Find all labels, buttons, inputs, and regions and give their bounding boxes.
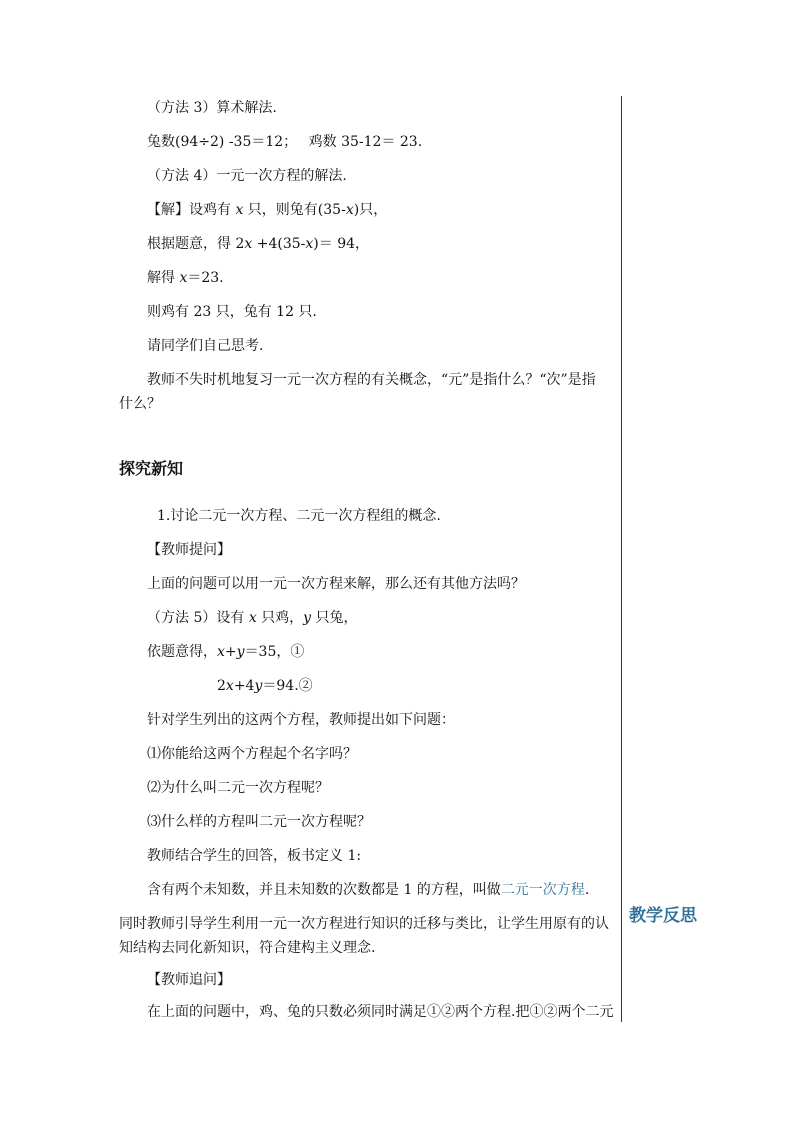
question-1: ⑴你能给这两个方程起个名字吗？: [147, 746, 357, 762]
equation-text: +4(35-: [252, 236, 306, 252]
method5-text: （方法 5）设有: [147, 610, 249, 626]
definition-text: 含有两个未知数，并且未知数的次数都是 1 的方程，叫做: [147, 882, 501, 898]
answer-line: 则鸡有 23 只，兔有 12 只.: [147, 304, 317, 320]
teacher-ask-label: 【教师提问】: [147, 542, 231, 558]
var-y: y: [303, 610, 312, 626]
question-2: ⑵为什么叫二元一次方程呢？: [147, 780, 329, 796]
solution-result-text: ＝23.: [187, 270, 224, 286]
var-x: x: [248, 610, 257, 626]
solution-result-text: 解得: [147, 270, 180, 286]
column-divider: [621, 96, 622, 1022]
guidance-line-1: 同时教师引导学生利用一元一次方程进行知识的迁移与类比，让学生用原有的认: [119, 916, 609, 932]
method4-title: （方法 4）一元一次方程的解法.: [147, 168, 347, 184]
equation-1-text: 依题意得，: [147, 644, 217, 660]
method5-text: 只鸡，: [256, 610, 304, 626]
var-x: x: [305, 236, 314, 252]
solution-setup-text: 【解】设鸡有: [147, 202, 236, 218]
equation-2-text: ＝94.②: [262, 678, 313, 694]
var-y: y: [254, 678, 263, 694]
var-x: x: [235, 202, 244, 218]
defined-term: 二元一次方程: [500, 882, 585, 898]
review-line-1: 教师不失时机地复习一元一次方程的有关概念，“元”是指什么？“次”是指: [147, 372, 596, 388]
teaching-reflection-label: 教学反思: [629, 906, 697, 926]
board-definition-intro: 教师结合学生的回答，板书定义 1:: [147, 848, 362, 864]
var-x: x: [244, 236, 253, 252]
equation-2: [217, 677, 313, 695]
equation-1-text: ＝35，①: [244, 644, 305, 660]
method5-text: 只兔，: [311, 610, 358, 626]
think-prompt: 请同学们自己思考.: [147, 338, 264, 354]
equation-1-text: +: [224, 644, 237, 660]
solution-result: [147, 269, 224, 287]
question-line: 上面的问题可以用一元一次方程来解，那么还有其他方法吗？: [147, 576, 525, 592]
var-x: x: [217, 644, 225, 660]
section-heading: 探究新知: [119, 459, 184, 478]
method5-setup: [147, 609, 358, 627]
questions-intro: 针对学生列出的这两个方程，教师提出如下问题：: [147, 712, 455, 728]
definition-line: [147, 881, 589, 899]
method3-title: （方法 3）算术解法.: [147, 100, 277, 116]
solution-setup-text: 只，则兔有(35-: [243, 202, 346, 218]
solution-setup-text: )只，: [353, 202, 388, 218]
review-line-2: 什么？: [119, 396, 161, 412]
var-y: y: [236, 644, 245, 660]
method3-calculation: 兔数(94÷2) -35＝12； 鸡数 35-12＝ 23.: [147, 134, 423, 150]
last-line: 在上面的问题中，鸡、兔的只数必须同时满足①②两个方程.把①②两个二元: [147, 1004, 614, 1020]
var-x: x: [225, 678, 234, 694]
solution-setup: [147, 201, 387, 219]
question-3: ⑶什么样的方程叫二元一次方程呢？: [147, 814, 371, 830]
equation-text: 根据题意，得 2: [147, 236, 245, 252]
equation-2-text: 2: [217, 678, 226, 694]
definition-text: .: [584, 882, 590, 898]
guidance-line-2: 知结构去同化新知识，符合建构主义理念.: [119, 940, 376, 956]
teacher-follow-label: 【教师追问】: [147, 972, 231, 988]
equation-text: )＝ 94，: [313, 236, 370, 252]
equation-1: [147, 643, 304, 661]
equation-statement: [147, 235, 369, 253]
var-x: x: [179, 270, 188, 286]
discussion-item: 1.讨论二元一次方程、二元一次方程组的概念.: [157, 508, 441, 524]
var-x: x: [345, 202, 354, 218]
equation-2-text: +4: [233, 678, 255, 694]
